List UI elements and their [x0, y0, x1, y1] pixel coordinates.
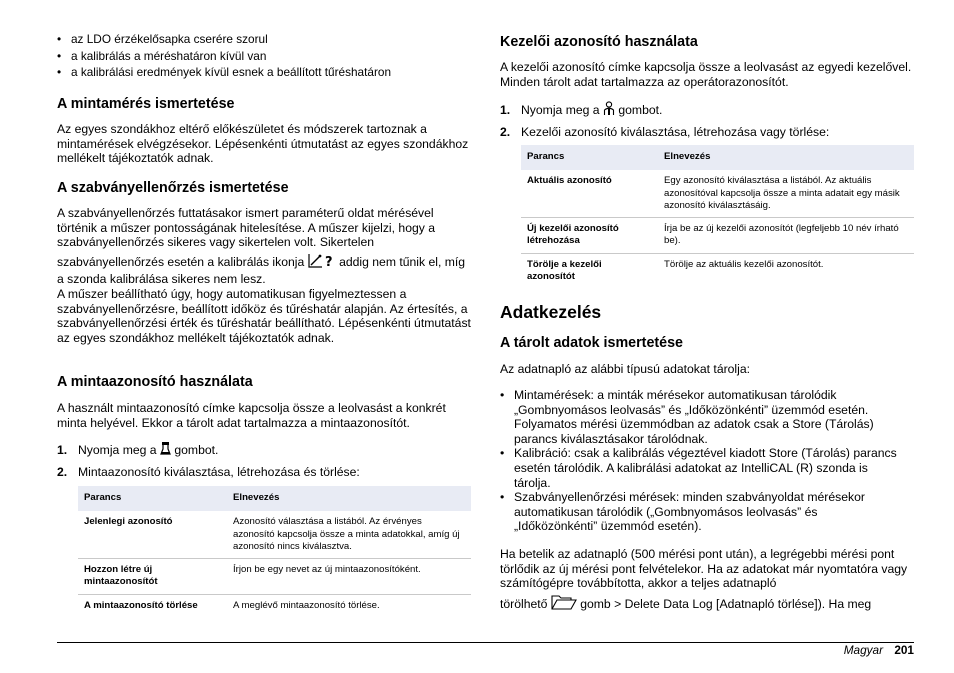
data-log-text-2: törölhető gomb > Delete Data Log [Adatnapló törlése]). Ha meg: [500, 595, 914, 614]
table-header: Elnevezés: [227, 486, 471, 511]
list-item: 2. Kezelői azonosító kiválasztása, létrehozása vagy törlése:: [500, 125, 830, 139]
list-item: • az LDO érzékelősapka cserére szorul: [57, 31, 471, 48]
list-item: 1. Nyomja meg a gombot.: [57, 440, 471, 462]
standard-check-heading: A szabványellenőrzés ismertetése: [57, 180, 289, 196]
data-log-text-1: Ha betelik az adatnapló (500 mérési pont után), a legrégebbi mérési pont törlődik az új mérési pont felvételekor. Ha az adatokat már nyomtatóra vagy számítógépre továbbította, akkor a teljes adatnapló: [500, 547, 908, 591]
table-row: A mintaazonosító törlése A meglévő mintaazonosító törlése.: [84, 600, 380, 612]
sample-id-text: A használt mintaazonosító címke kapcsolja össze a leolvasást a konkrét minta helyével. Ekkor a tárolt adat tartalmazza a mintaazonosítót.: [57, 401, 446, 430]
sample-id-heading: A mintaazonosító használata: [57, 374, 253, 390]
table-header: Parancs: [78, 486, 227, 511]
list-item: 2. Mintaazonosító kiválasztása, létrehozása és törlése:: [57, 465, 360, 479]
table-row: Jelenlegi azonosító Azonosító választása a listából. Az érvényes azonosító kapcsolja össze a minta adatokkal, amíg új azonosító nincs kiválasztva.: [78, 511, 471, 558]
sample-id-steps: [57, 440, 471, 482]
sample-id-icon: [160, 441, 171, 462]
standard-check-text-3: A műszer beállítható úgy, hogy automatikusan figyelmeztessen a szabványellenőrzésre, beállított időköz és tűréshatár alapján. Az értesítés, a szabványellenőrzési érték és tűréshatár beállítható. Lépésenkénti útmutatást az egyes szondákhoz mellékelt tájékoztatók adnak.: [57, 287, 471, 345]
sample-id-table: [78, 486, 471, 620]
operator-id-steps: [500, 100, 914, 142]
table-header: Elnevezés: [658, 145, 914, 170]
table-header: Parancs: [521, 145, 658, 170]
footer-language: Magyar: [843, 643, 884, 657]
standard-check-text-1: A szabványellenőrzés futtatásakor ismert paraméterű oldat mérésével történik a műszer pontosságának hitelesítése. A műszer kijelzi, hogy a szabványellenőrzés sikeres vagy sikertelen volt. Sikertelen: [57, 206, 436, 250]
page-footer: [844, 643, 914, 657]
table-row: Aktuális azonosító Egy azonosító kiválasztása a listából. Az aktuális azonosítóval kapcsolja össze a minta adatait egy másik azonosító kiválasztásáig.: [521, 170, 914, 217]
table-row: Hozzon létre új mintaazonosítót Írjon be egy nevet az új mintaazonosítóként.: [78, 559, 471, 595]
data-management-heading: Adatkezelés: [500, 302, 602, 322]
page-number: 201: [894, 643, 914, 657]
list-item: • a kalibrálási eredmények kívül esnek a beállított tűréshatáron: [57, 64, 471, 81]
list-item: • Kalibráció: csak a kalibrálás végeztével kiadott Store (Tárolás) parancs esetén tárolódik. A kalibrálási adatokat az IntelliCAL (R) szonda is tárolja.: [500, 446, 900, 490]
intro-bullet-list: [57, 31, 471, 81]
table-row: Törölje a kezelői azonosítót Törölje az aktuális kezelői azonosítót.: [527, 259, 824, 283]
svg-text:?: ?: [324, 255, 333, 268]
calibration-icon: [308, 253, 336, 272]
operator-id-text: A kezelői azonosító címke kapcsolja össze a leolvasást az egyedi kezelővel. Minden tárolt adat tartalmazza az operátorazonosítót.: [500, 60, 912, 89]
stored-data-heading: A tárolt adatok ismertetése: [500, 335, 684, 351]
standard-check-text-2: szabványellenőrzés esetén a kalibrálás ikonja ? addig nem tűnik el, míg a szonda kalibrálása sikeres nem lesz.: [57, 255, 466, 286]
list-item: • a kalibrálás a méréshatáron kívül van: [57, 48, 471, 65]
sample-measurement-heading: A mintamérés ismertetése: [57, 96, 235, 112]
operator-id-icon: [603, 101, 615, 122]
list-item: • Mintamérések: a minták mérésekor automatikusan tárolódik „Gombnyomásos leolvasás” és „Időközönkénti” üzemmód esetén. Folyamatos mérési üzemmódban az adatok csak a Store (Tárolás) parancs kiválasztásakor tárolódnak.: [500, 388, 900, 446]
sample-measurement-text: Az egyes szondákhoz eltérő előkészületet és módszerek tartoznak a mintamérések elvégzésekor. Lépésenkénti útmutatást az egyes szondákhoz mellékelt tájékoztatók adnak.: [57, 122, 469, 166]
operator-id-heading: Kezelői azonosító használata: [500, 34, 698, 50]
stored-data-bullets: [500, 388, 900, 534]
table-row: Új kezelői azonosító létrehozása Írja be az új kezelői azonosítót (legfeljebb 10 név írható be).: [521, 218, 914, 254]
folder-icon: [551, 595, 577, 614]
stored-data-intro: Az adatnapló az alábbi típusú adatokat tárolja:: [500, 362, 751, 376]
list-item: • Szabványellenőrzési mérések: minden szabványoldat mérésekor automatikusan tárolódik („Gombnyomásos leolvasás” és „Időközönkénti” üzemmód esetén).: [500, 490, 900, 534]
list-item: 1. Nyomja meg a gombot.: [500, 100, 914, 122]
operator-id-table: [521, 145, 914, 289]
footer-divider: [57, 642, 914, 643]
